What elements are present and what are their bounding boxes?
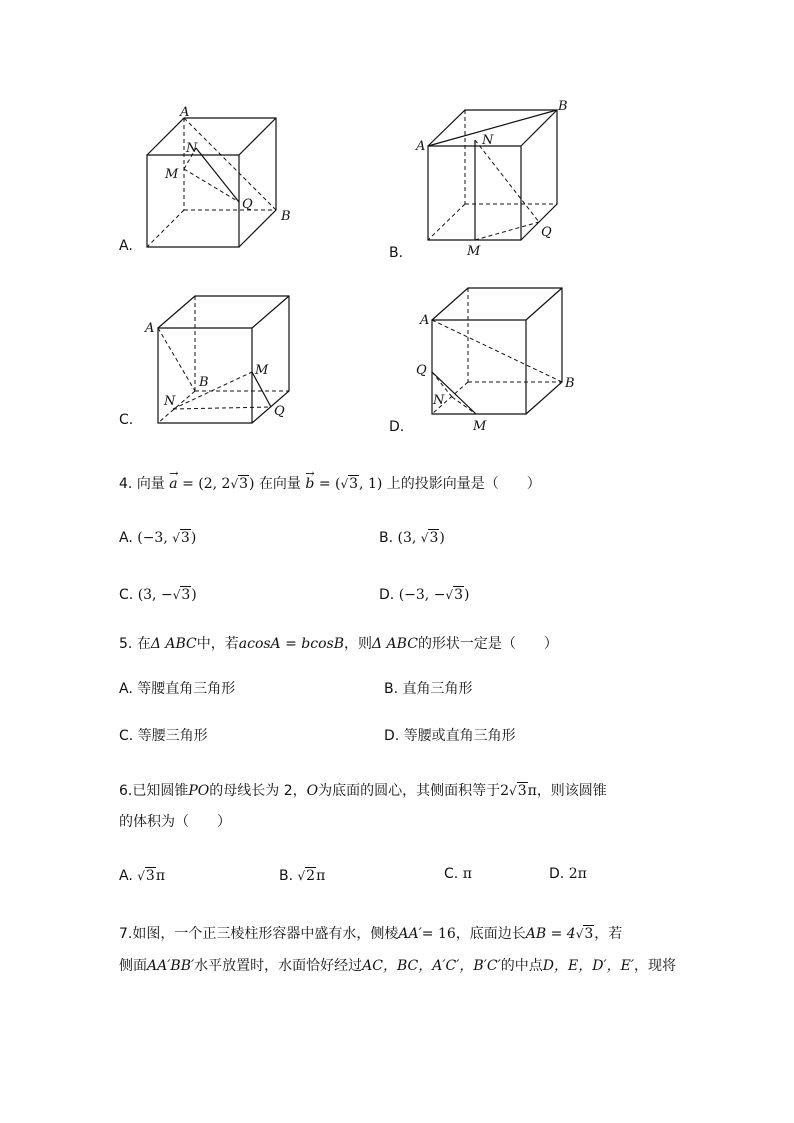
q6-number: 6. [119, 783, 133, 799]
q5-option-c[interactable]: C. 等腰三角形 [119, 728, 208, 744]
sqrt-icon: √ [445, 588, 454, 602]
figure-c-option[interactable]: C. [119, 412, 134, 428]
q4-vector-a: → a [169, 476, 182, 492]
q4-text-3: 上的投影向量是（ ） [386, 476, 541, 492]
figure-b-option[interactable]: B. [389, 245, 404, 261]
sqrt-icon: √ [230, 477, 239, 491]
fig-c-label-n: N [164, 394, 176, 409]
fig-b-label-q: Q [541, 225, 552, 240]
sqrt-icon: √ [509, 784, 517, 798]
q5-number: 5. [119, 636, 133, 652]
q6-option-a[interactable]: A. √3π [119, 868, 166, 884]
q4-b-value: = (√3, 1) [318, 476, 383, 492]
sqrt-icon: √ [172, 588, 181, 602]
question-4 [119, 467, 541, 494]
segment-ab-d [432, 320, 562, 382]
fig-d-label-b: B [565, 376, 575, 391]
q4-number: 4. [119, 476, 133, 492]
fig-b-label-m: M [467, 244, 481, 259]
fig-c-label-a: A [145, 321, 155, 336]
sqrt-icon: √ [340, 477, 349, 491]
fig-a-label-b: B [281, 209, 291, 224]
fig-a-label-a: A [180, 105, 190, 120]
q5-option-a[interactable]: A. 等腰直角三角形 [119, 681, 236, 697]
fig-c-label-b: B [199, 375, 209, 390]
fig-d-label-n: N [433, 393, 445, 408]
q4-option-c[interactable]: C. (3, −√3) [119, 587, 197, 603]
q4-text-1: 向量 [136, 476, 165, 492]
q6-option-d[interactable]: D. 2π [549, 866, 587, 882]
q4-option-d[interactable]: D. (−3, −√3) [379, 587, 470, 603]
cube-d-front-face [432, 320, 526, 414]
q5-condition: acosA = bcosB [238, 636, 344, 652]
fig-b-label-b: B [558, 99, 568, 114]
fig-b-label-a: A [416, 139, 426, 154]
sqrt-icon: √ [297, 869, 306, 883]
q6-area: 2√3π [500, 783, 537, 799]
q4-vector-b: → b [305, 476, 318, 492]
question-6: 6.已知圆锥PO的母线长为 2，O为底面的圆心，其侧面积等于2√3π，则该圆锥 [119, 783, 607, 799]
q4-option-b[interactable]: B. (3, √3) [379, 530, 445, 546]
fig-b-label-n: N [482, 133, 494, 148]
question-5: 5. 在Δ ABC中，若acosA = bcosB，则Δ ABC的形状一定是（ ） [119, 636, 558, 652]
fig-c-label-m: M [255, 363, 269, 378]
q5-triangle: Δ ABC [150, 636, 197, 652]
q6-option-b[interactable]: B. √2π [279, 868, 326, 884]
q6-option-c[interactable]: C. π [444, 866, 472, 882]
sqrt-icon: √ [420, 531, 429, 545]
fig-d-label-a: A [420, 313, 430, 328]
fig-d-label-q: Q [416, 363, 427, 378]
fig-a-label-m: M [165, 167, 179, 182]
vector-arrow-icon: → [169, 467, 179, 480]
question-7: 7.如图，一个正三棱柱形容器中盛有水，侧棱AA′= 16，底面边长AB = 4√3，若 [119, 926, 623, 942]
q5-option-d[interactable]: D. 等腰或直角三角形 [384, 728, 516, 744]
fig-d-label-m: M [473, 419, 487, 434]
q5-option-b[interactable]: B. 直角三角形 [384, 681, 473, 697]
question-7-line-2: 侧面AA′BB′水平放置时，水面恰好经过AC，BC，A′C′，B′C′的中点D，E，D′，E′，现将 [119, 958, 677, 974]
figure-d-option[interactable]: D. [389, 419, 405, 435]
q5-triangle-2: Δ ABC [372, 636, 418, 652]
question-6-line-2: 的体积为（ ） [119, 814, 231, 830]
sqrt-icon: √ [172, 531, 180, 545]
vector-arrow-icon: → [305, 467, 315, 480]
q4-a-value: = (2, 2√3) [182, 476, 255, 492]
sqrt-icon: √ [137, 869, 145, 883]
fig-a-label-q: Q [242, 197, 253, 212]
q4-option-a[interactable]: A. (−3, √3) [119, 530, 197, 546]
q7-number: 7. [119, 926, 133, 942]
fig-a-label-n: N [186, 141, 198, 156]
fig-c-label-q: Q [274, 404, 285, 419]
sqrt-icon: √ [575, 927, 584, 941]
figure-a-option[interactable]: A. [119, 238, 133, 254]
q4-text-2: 在向量 [258, 476, 301, 492]
